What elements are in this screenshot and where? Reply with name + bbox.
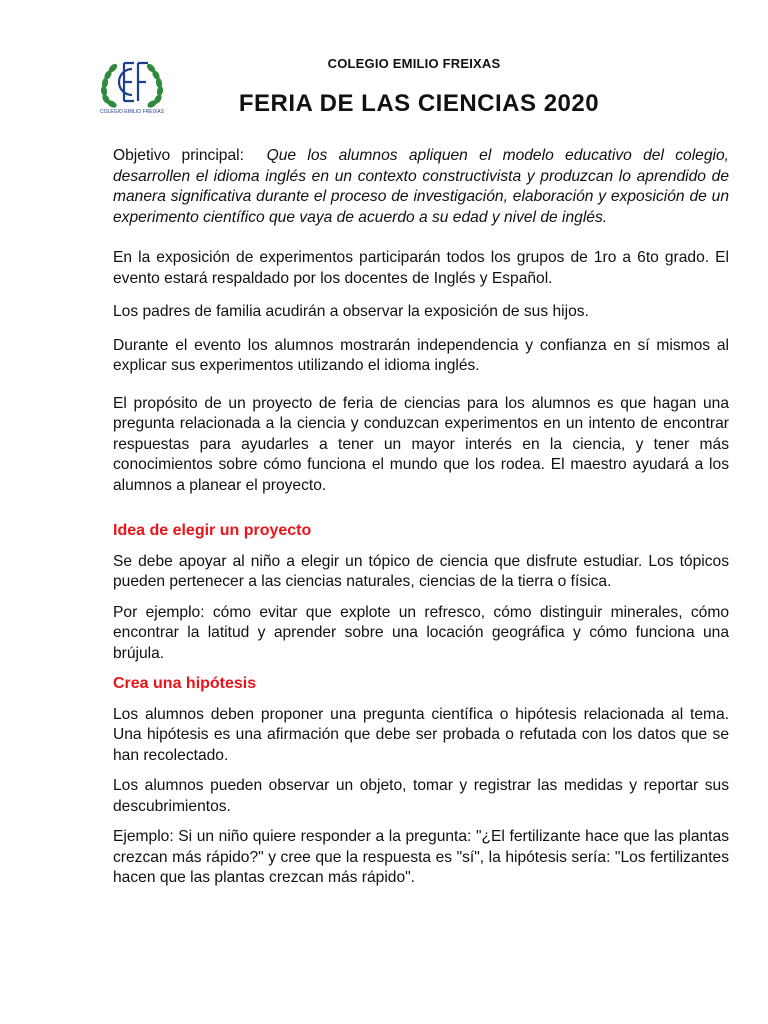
school-name: COLEGIO EMILIO FREIXAS (327, 56, 501, 71)
paragraph-parents: Los padres de familia acudirán a observar la exposición de sus hijos. (113, 303, 589, 320)
objective-text: Que los alumnos apliquen el modelo educativo del colegio, desarrollen el idioma inglés en un contexto constructivista y produzcan lo aprendido de manera significativa durante el proceso de investigación, elaboración y exposición de un experimento científico que vaya de acuerdo a su edad y nivel de inglés. (113, 147, 729, 226)
objective-paragraph (113, 146, 729, 228)
objective-label: Objetivo principal: (113, 147, 244, 164)
paragraph-participants: En la exposición de experimentos participarán todos los grupos de 1ro a 6to grado. El evento estará respaldado por los docentes de Inglés y Español. (113, 249, 729, 287)
document-body (113, 146, 729, 889)
page-title: FERIA DE LAS CIENCIAS 2020 (238, 90, 600, 117)
paragraph-purpose: El propósito de un proyecto de feria de ciencias para los alumnos es que hagan una pregunta relacionada a la ciencia y conduzcan experimentos en un intento de encontrar respuestas para ayudarles a tener un mayor interés en la ciencia, y tener más conocimientos sobre cómo funciona el mundo que los rodea. El maestro ayudará a los alumnos a planear el proyecto. (113, 394, 729, 494)
paragraph-hypothesis: Los alumnos deben proponer una pregunta científica o hipótesis relacionada al tema. Una hipótesis es una afirmación que debe ser probada o refutada con los datos que se han recolectado. (113, 705, 729, 764)
logo-caption: COLEGIO EMILIO FREIXAS (100, 109, 164, 115)
paragraph-example-fertilizer: Ejemplo: Si un niño quiere responder a la pregunta: "¿El fertilizante hace que las plantas crezcan más rápido?" y cree que la respuesta es "sí", la hipótesis sería: "Los fertilizantes hacen que las plantas crezcan más rápido". (113, 828, 729, 886)
paragraph-observe: Los alumnos pueden observar un objeto, tomar y registrar las medidas y reportar sus descubrimientos. (113, 777, 729, 815)
section-heading-hypothesis: Crea una hipótesis (113, 675, 257, 692)
paragraph-choose-topic: Se debe apoyar al niño a elegir un tópico de ciencia que disfrute estudiar. Los tópicos pueden pertenecer a las ciencias naturales, ciencias de la tierra o física. (113, 552, 729, 590)
paragraph-examples: Por ejemplo: cómo evitar que explote un refresco, cómo distinguir minerales, cómo encontrar la latitud y aprender sobre una locación geográfica y cómo funciona una brújula. (113, 603, 729, 662)
section-heading-project-idea: Idea de elegir un proyecto (113, 522, 312, 539)
paragraph-event: Durante el evento los alumnos mostrarán independencia y confianza en sí mismos al explicar sus experimentos utilizando el idioma inglés. (113, 336, 729, 374)
